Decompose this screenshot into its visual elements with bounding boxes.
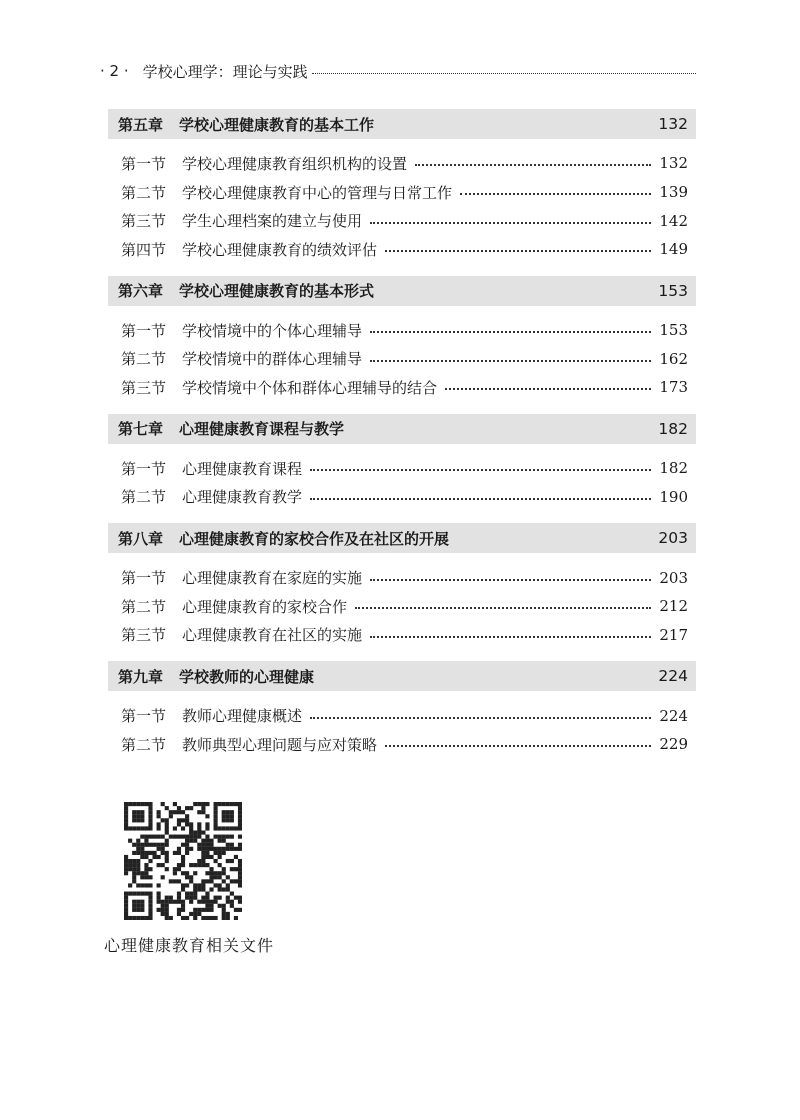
section-list bbox=[108, 139, 696, 264]
section-number: 第三节 bbox=[121, 626, 167, 645]
toc-section-entry[interactable] bbox=[108, 235, 696, 264]
chapter-heading[interactable] bbox=[108, 523, 696, 553]
section-number: 第二节 bbox=[121, 597, 167, 616]
chapter-title: 学校心理健康教育的基本形式 bbox=[179, 282, 375, 301]
section-page: 203 bbox=[659, 568, 688, 587]
section-page: 182 bbox=[659, 459, 688, 478]
chapter-page: 182 bbox=[658, 419, 688, 438]
section-title: 学校情境中的个体心理辅导 bbox=[182, 321, 363, 340]
section-title: 心理健康教育教学 bbox=[182, 488, 303, 507]
chapter-title: 学校教师的心理健康 bbox=[179, 667, 315, 686]
section-number: 第一节 bbox=[121, 569, 167, 588]
section-title: 心理健康教育在家庭的实施 bbox=[182, 569, 363, 588]
section-title: 学校心理健康教育中心的管理与日常工作 bbox=[182, 183, 453, 202]
section-page: 149 bbox=[659, 240, 688, 259]
section-number: 第一节 bbox=[121, 154, 167, 173]
section-page: 142 bbox=[659, 211, 688, 230]
chapter-page: 224 bbox=[658, 667, 688, 686]
toc-section-entry[interactable] bbox=[108, 563, 696, 592]
section-page: 229 bbox=[659, 735, 688, 754]
section-number: 第二节 bbox=[121, 350, 167, 369]
section-page: 139 bbox=[659, 183, 688, 202]
toc-section-entry[interactable] bbox=[108, 701, 696, 730]
dot-leader bbox=[460, 193, 651, 195]
section-page: 132 bbox=[659, 154, 688, 173]
dot-leader bbox=[445, 388, 651, 390]
toc-chapter bbox=[108, 109, 696, 264]
section-title: 教师心理健康概述 bbox=[182, 707, 303, 726]
section-title: 心理健康教育课程 bbox=[182, 459, 303, 478]
chapter-title: 心理健康教育的家校合作及在社区的开展 bbox=[179, 529, 450, 548]
chapter-number: 第七章 bbox=[118, 420, 164, 439]
page-number: · 2 · bbox=[100, 62, 129, 80]
toc-chapter bbox=[108, 661, 696, 758]
section-title: 学校情境中个体和群体心理辅导的结合 bbox=[182, 378, 438, 397]
section-title: 学校心理健康教育的绩效评估 bbox=[182, 240, 378, 259]
table-of-contents bbox=[108, 109, 696, 771]
toc-section-entry[interactable] bbox=[108, 316, 696, 345]
toc-section-entry[interactable] bbox=[108, 206, 696, 235]
header-dot-leader bbox=[312, 73, 696, 74]
section-list bbox=[108, 553, 696, 649]
section-number: 第二节 bbox=[121, 488, 167, 507]
toc-section-entry[interactable] bbox=[108, 730, 696, 759]
section-title: 学生心理档案的建立与使用 bbox=[182, 212, 363, 231]
section-list bbox=[108, 444, 696, 511]
chapter-number: 第九章 bbox=[118, 667, 164, 686]
section-page: 217 bbox=[659, 625, 688, 644]
section-list bbox=[108, 691, 696, 758]
section-title: 心理健康教育在社区的实施 bbox=[182, 626, 363, 645]
section-page: 224 bbox=[659, 706, 688, 725]
toc-section-entry[interactable] bbox=[108, 149, 696, 178]
section-number: 第四节 bbox=[121, 240, 167, 259]
toc-chapter bbox=[108, 523, 696, 649]
toc-section-entry[interactable] bbox=[108, 592, 696, 621]
section-page: 190 bbox=[659, 487, 688, 506]
section-number: 第三节 bbox=[121, 378, 167, 397]
section-number: 第一节 bbox=[121, 459, 167, 478]
section-title: 学校情境中的群体心理辅导 bbox=[182, 350, 363, 369]
dot-leader bbox=[370, 636, 651, 638]
section-number: 第一节 bbox=[121, 321, 167, 340]
section-number: 第三节 bbox=[121, 212, 167, 231]
toc-chapter bbox=[108, 414, 696, 511]
chapter-title: 学校心理健康教育的基本工作 bbox=[179, 115, 375, 134]
section-page: 153 bbox=[659, 321, 688, 340]
qr-code[interactable] bbox=[124, 802, 242, 920]
dot-leader bbox=[370, 222, 651, 224]
section-title: 心理健康教育的家校合作 bbox=[182, 597, 348, 616]
chapter-number: 第六章 bbox=[118, 282, 164, 301]
toc-section-entry[interactable] bbox=[108, 621, 696, 650]
dot-leader bbox=[370, 331, 651, 333]
chapter-heading[interactable] bbox=[108, 661, 696, 691]
dot-leader bbox=[415, 164, 651, 166]
section-number: 第一节 bbox=[121, 707, 167, 726]
running-header bbox=[100, 60, 696, 82]
chapter-number: 第八章 bbox=[118, 529, 164, 548]
section-page: 173 bbox=[659, 378, 688, 397]
chapter-heading[interactable] bbox=[108, 276, 696, 306]
toc-chapter bbox=[108, 276, 696, 402]
chapter-page: 203 bbox=[658, 529, 688, 548]
toc-section-entry[interactable] bbox=[108, 373, 696, 402]
chapter-heading[interactable] bbox=[108, 109, 696, 139]
toc-section-entry[interactable] bbox=[108, 344, 696, 373]
book-title: 学校心理学：理论与实践 bbox=[142, 62, 308, 81]
chapter-title: 心理健康教育课程与教学 bbox=[179, 420, 345, 439]
dot-leader bbox=[355, 607, 651, 609]
dot-leader bbox=[310, 498, 651, 500]
section-title: 教师典型心理问题与应对策略 bbox=[182, 735, 378, 754]
chapter-page: 153 bbox=[658, 281, 688, 300]
chapter-heading[interactable] bbox=[108, 414, 696, 444]
section-page: 162 bbox=[659, 349, 688, 368]
toc-section-entry[interactable] bbox=[108, 454, 696, 483]
chapter-page: 132 bbox=[658, 115, 688, 133]
dot-leader bbox=[385, 250, 651, 252]
dot-leader bbox=[370, 360, 651, 362]
section-title: 学校心理健康教育组织机构的设置 bbox=[182, 154, 408, 173]
dot-leader bbox=[370, 579, 651, 581]
chapter-number: 第五章 bbox=[118, 115, 164, 134]
dot-leader bbox=[310, 469, 651, 471]
section-number: 第二节 bbox=[121, 735, 167, 754]
section-list bbox=[108, 306, 696, 402]
toc-section-entry[interactable] bbox=[108, 483, 696, 512]
section-number: 第二节 bbox=[121, 183, 167, 202]
section-page: 212 bbox=[659, 597, 688, 616]
dot-leader bbox=[310, 717, 651, 719]
qr-caption: 心理健康教育相关文件 bbox=[104, 936, 275, 955]
dot-leader bbox=[385, 745, 651, 747]
toc-section-entry[interactable] bbox=[108, 178, 696, 207]
